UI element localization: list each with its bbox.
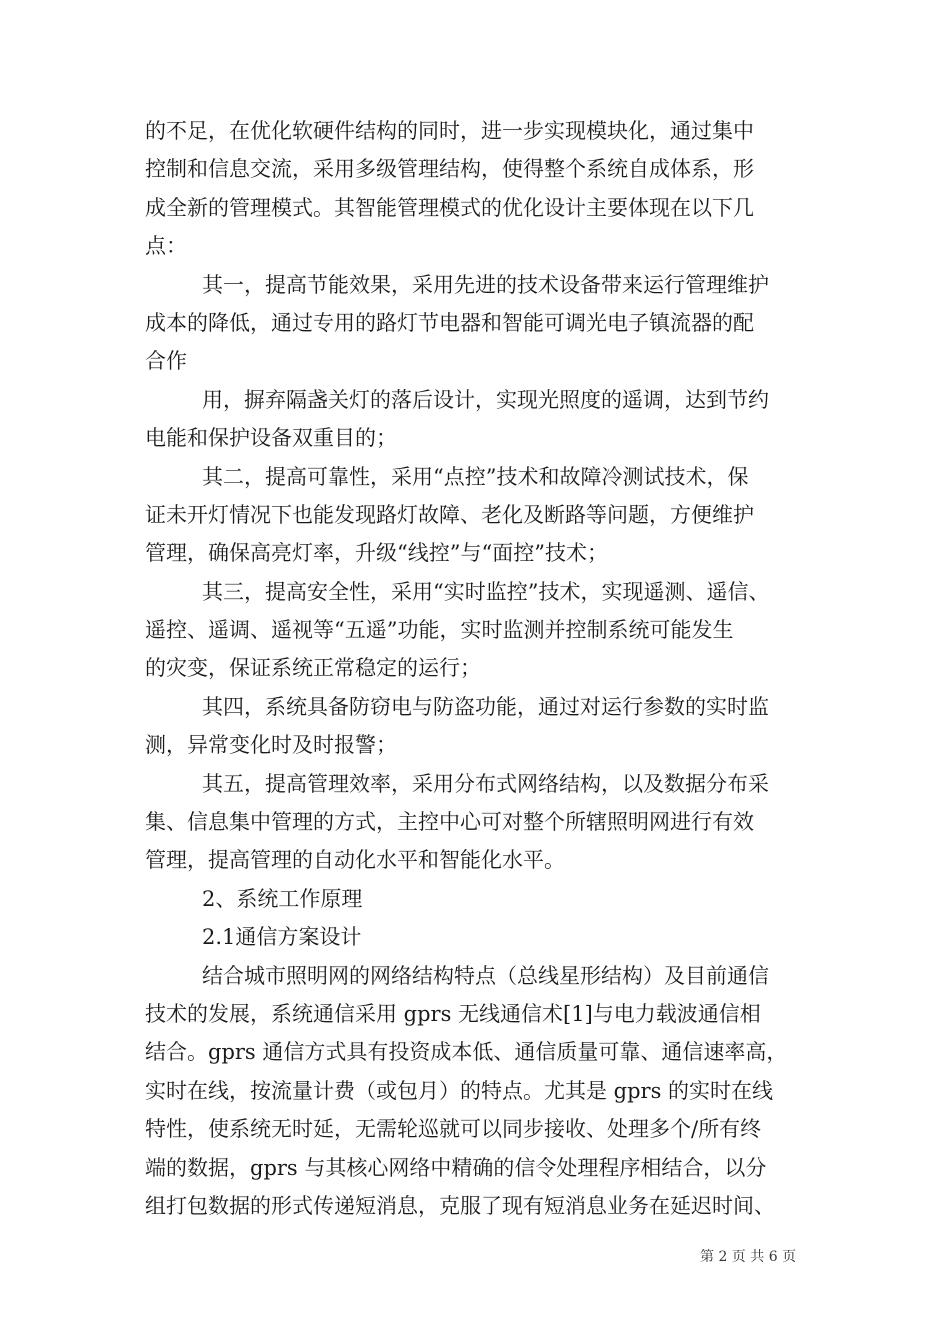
text-line: 其四，系统具备防窃电与防盗功能，通过对运行参数的实时监 [202,694,769,719]
text-line: 控制和信息交流，采用多级管理结构，使得整个系统自成体系，形 [145,157,754,182]
text-line: 其三，提高安全性，采用“实时监控”技术，实现遥测、遥信、 [202,579,770,604]
text-line: 的灾变，保证系统正常稳定的运行； [145,656,481,681]
subsection-heading: 2.1通信方案设计 [202,925,362,950]
text-line: 的不足，在优化软硬件结构的同时，进一步实现模块化，通过集中 [145,119,754,143]
text-line: 成全新的管理模式。其智能管理模式的优化设计主要体现在以下几 [145,195,754,220]
text-line: 结合城市照明网的网络结构特点（总线星形结构）及目前通信 [202,963,769,988]
text-line: 特性，使系统无时延，无需轮巡就可以同步接收、处理多个/所有终 [145,1117,762,1142]
text-line: 管理，提高管理的自动化水平和智能化水平。 [145,848,565,873]
text-line: 点： [145,234,187,259]
text-line: 结合。gprs 通信方式具有投资成本低、通信质量可靠、通信速率高， [145,1040,788,1065]
section-heading: 2、系统工作原理 [202,886,363,911]
document-body [145,112,825,1225]
text-line: 组打包数据的形式传递短消息，克服了现有短消息业务在延迟时间、 [145,1193,775,1218]
text-line: 合作 [145,349,187,374]
text-line: 遥控、遥调、遥视等“五遥”功能，实时监测并控制系统可能发生 [145,618,734,643]
page-number-footer: 第 2 页 共 6 页 [700,1249,797,1265]
text-line: 端的数据，gprs 与其核心网络中精确的信令处理程序相结合，以分 [145,1155,767,1180]
text-line: 其五，提高管理效率，采用分布式网络结构，以及数据分布采 [202,771,769,796]
text-line: 电能和保护设备双重目的； [145,426,397,451]
text-line: 实时在线，按流量计费（或包月）的特点。尤其是 gprs 的实时在线 [145,1078,774,1103]
text-line: 证未开灯情况下也能发现路灯故障、老化及断路等问题，方便维护 [145,502,754,527]
text-line: 其二，提高可靠性，采用“点控”技术和故障冷测试技术，保 [202,464,749,489]
text-line: 用，摒弃隔盏关灯的落后设计，实现光照度的遥调，达到节约 [202,387,769,412]
text-line: 集、信息集中管理的方式，主控中心可对整个所辖照明网进行有效 [145,810,754,835]
text-line: 其一，提高节能效果，采用先进的技术设备带来运行管理维护 [202,272,769,297]
text-line: 成本的降低，通过专用的路灯节电器和智能可调光电子镇流器的配 [145,310,754,335]
text-line: 测，异常变化时及时报警； [145,733,397,758]
text-line: 技术的发展，系统通信采用 gprs 无线通信术[1]与电力载波通信相 [145,1001,761,1026]
text-line: 管理，确保高亮灯率，升级“线控”与“面控”技术； [145,541,608,566]
